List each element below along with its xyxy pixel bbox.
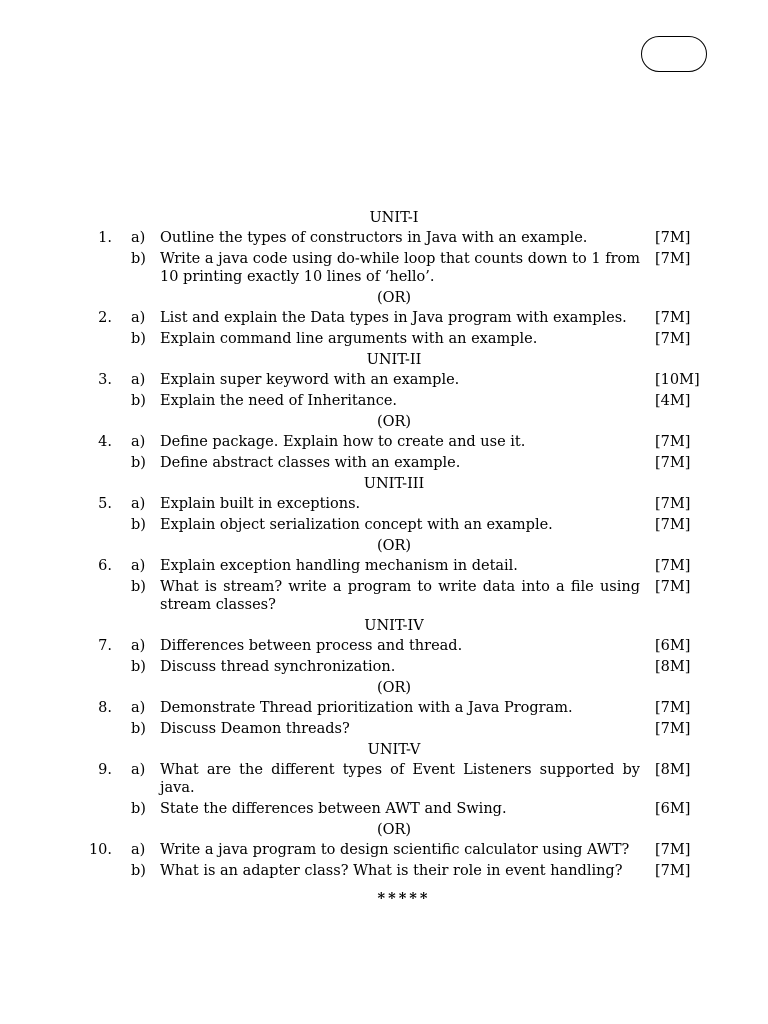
unit-heading: UNIT-V [367,742,421,758]
part-letter: a) [131,638,146,654]
question-text: List and explain the Data types in Java program with examples. [160,310,627,326]
question-part [0,392,768,410]
question-part [0,720,768,738]
or-separator: (OR) [376,538,412,554]
question-text: Differences between process and thread. [160,638,463,654]
question-text: State the differences between AWT and Swing. [160,801,507,817]
question-part [0,862,768,880]
marks-label: [7M] [655,251,691,267]
part-letter: b) [131,331,146,347]
question-number: 5. [98,496,112,512]
question-part [0,250,768,286]
question-number: 2. [98,310,112,326]
question-text: Explain object serialization concept with an example. [160,517,553,533]
or-separator: (OR) [376,414,412,430]
part-letter: b) [131,251,146,267]
part-letter: a) [131,842,146,858]
question-part [0,841,768,859]
part-letter: b) [131,579,146,595]
question-text: Write a java code using do-while loop that counts down to 1 from 10 printing exactly 10 lines of ‘hello’. [160,251,640,285]
question-number: 8. [98,700,112,716]
part-letter: b) [131,863,146,879]
question-paper [0,209,768,908]
or-separator: (OR) [376,822,412,838]
question-text: Define package. Explain how to create and use it. [160,434,526,450]
question-part [0,371,768,389]
question-text: Discuss Deamon threads? [160,721,350,737]
unit-heading: UNIT-II [366,352,422,368]
unit-heading: UNIT-IV [364,618,424,634]
question-text: Discuss thread synchronization. [160,659,396,675]
question-text: What are the different types of Event Listeners supported by java. [160,762,640,796]
or-separator: (OR) [376,290,412,306]
question-number: 9. [98,762,112,778]
question-text: Explain super keyword with an example. [160,372,460,388]
question-part [0,330,768,348]
marks-label: [7M] [655,863,691,879]
part-letter: a) [131,700,146,716]
marks-label: [7M] [655,579,691,595]
part-letter: a) [131,310,146,326]
part-letter: a) [131,558,146,574]
marks-label: [6M] [655,801,691,817]
question-part [0,309,768,327]
marks-label: [7M] [655,331,691,347]
unit-heading: UNIT-III [363,476,425,492]
marks-label: [7M] [655,230,691,246]
page-number-badge [641,36,707,72]
question-part [0,516,768,534]
question-part [0,800,768,818]
part-letter: a) [131,434,146,450]
question-part [0,761,768,797]
question-text: Explain the need of Inheritance. [160,393,398,409]
part-letter: a) [131,762,146,778]
question-number: 3. [98,372,112,388]
part-letter: b) [131,659,146,675]
question-number: 6. [98,558,112,574]
part-letter: b) [131,455,146,471]
question-text: Demonstrate Thread prioritization with a Java Program. [160,700,573,716]
end-of-paper-mark: ***** [377,890,431,907]
question-part [0,578,768,614]
question-part [0,699,768,717]
marks-label: [7M] [655,310,691,326]
marks-label: [7M] [655,517,691,533]
marks-label: [7M] [655,700,691,716]
marks-label: [8M] [655,762,691,778]
question-number: 1. [98,230,112,246]
marks-label: [8M] [655,659,691,675]
question-part [0,557,768,575]
question-part [0,637,768,655]
question-text: What is stream? write a program to write data into a file using stream classes? [160,579,640,613]
question-part [0,433,768,451]
question-text: What is an adapter class? What is their role in event handling? [160,863,623,879]
or-separator: (OR) [376,680,412,696]
part-letter: a) [131,496,146,512]
question-number: 10. [88,842,112,858]
question-part [0,658,768,676]
part-letter: a) [131,230,146,246]
part-letter: b) [131,517,146,533]
question-part [0,454,768,472]
question-text: Explain built in exceptions. [160,496,361,512]
question-part [0,495,768,513]
marks-label: [7M] [655,455,691,471]
question-part [0,229,768,247]
question-text: Write a java program to design scientific calculator using AWT? [160,842,630,858]
question-text: Explain exception handling mechanism in detail. [160,558,518,574]
question-text: Define abstract classes with an example. [160,455,461,471]
question-text: Outline the types of constructors in Java with an example. [160,230,588,246]
marks-label: [6M] [655,638,691,654]
marks-label: [7M] [655,496,691,512]
marks-label: [10M] [655,372,700,388]
part-letter: b) [131,393,146,409]
question-number: 7. [98,638,112,654]
part-letter: a) [131,372,146,388]
part-letter: b) [131,801,146,817]
question-number: 4. [98,434,112,450]
question-text: Explain command line arguments with an example. [160,331,538,347]
part-letter: b) [131,721,146,737]
marks-label: [7M] [655,842,691,858]
marks-label: [7M] [655,434,691,450]
unit-heading: UNIT-I [369,210,419,226]
marks-label: [7M] [655,721,691,737]
marks-label: [7M] [655,558,691,574]
marks-label: [4M] [655,393,691,409]
